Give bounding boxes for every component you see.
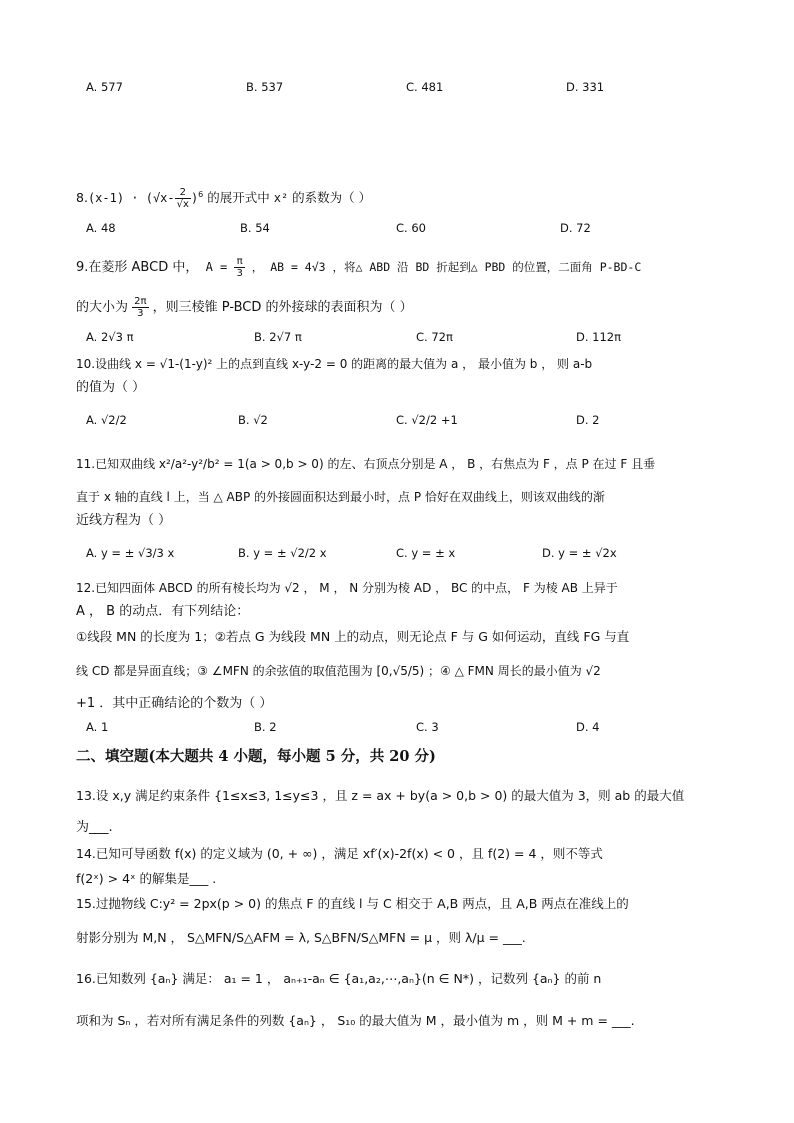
q8-power: 6 xyxy=(198,190,204,199)
q16-stem-line1: 16.已知数列 {aₙ} 满足： a₁ = 1 ， aₙ₊₁-aₙ ∈ {a₁,a₂,⋯,aₙ}(n ∈ N*) ，记数列 {aₙ} 的前 n xyxy=(76,971,602,986)
q11-stem-line3: 近线方程为（ ） xyxy=(76,513,172,528)
q8-number: 8. xyxy=(76,190,88,206)
q11-option-d: D. y = ± √2x xyxy=(542,546,617,560)
q10-option-a: A. √2/2 xyxy=(86,413,127,427)
q8-option-c: C. 60 xyxy=(396,221,426,235)
q10-option-d: D. 2 xyxy=(576,413,600,427)
q13-stem-line1: 13.设 x,y 满足约束条件 {1≤x≤3, 1≤y≤3 ，且 z = ax + by(a > 0,b > 0) 的最大值为 3，则 ab 的最大值 xyxy=(76,788,685,803)
q16-stem-line2: 项和为 Sₙ ，若对所有满足条件的列数 {aₙ} ， S₁₀ 的最大值为 M ，最小值为 m ，则 M + m = ___. xyxy=(76,1013,635,1028)
q9-stem-line2: 的大小为 $\frac{2\pi}{3}$ ，则三棱锥 P-BCD 的外接球的表面积为（ ） xyxy=(76,296,413,319)
q12-stem-line4: 线 CD 都是异面直线；③ ∠MFN 的余弦值的取值范围为 [0,√5/5) ；④ △ FMN 周长的最小值为 √2 xyxy=(76,664,601,678)
q9-option-a: A. 2√3 π xyxy=(86,330,134,344)
q8-options xyxy=(86,221,726,239)
q8-option-a: A. 48 xyxy=(86,221,116,235)
q10-stem-line2: 的值为（ ） xyxy=(76,380,146,395)
q7-options xyxy=(86,80,726,98)
q8-option-d: D. 72 xyxy=(560,221,591,235)
q7-option-d: D. 331 xyxy=(566,80,605,94)
q15-stem-line2: 射影分别为 M,N ， S△MFN/S△AFM = λ, S△BFN/S△MFN = μ ，则 λ/μ = ___. xyxy=(76,930,526,945)
q14-stem-line1: 14.已知可导函数 f(x) 的定义域为 (0, + ∞) ，满足 xf′(x)-2f(x) < 0 ，且 f(2) = 4 ，则不等式 xyxy=(76,846,603,861)
q11-option-a: A. y = ± √3/3 x xyxy=(86,546,175,560)
q8-fraction: $\frac{2}{√x}$ xyxy=(176,187,189,211)
q9-option-b: B. 2√7 π xyxy=(254,330,302,344)
q9-options xyxy=(86,330,726,348)
q12-stem-line1: 12.已知四面体 ABCD 的所有棱长均为 √2 ， M ， N 分别为棱 AD ， BC 的中点， F 为棱 AB 上异于 xyxy=(76,581,618,595)
q10-option-c: C. √2/2 +1 xyxy=(396,413,458,427)
q15-stem-line1: 15.过抛物线 C:y² = 2px(p > 0) 的焦点 F 的直线 l 与 C 相交于 A,B 两点，且 A,B 两点在准线上的 xyxy=(76,896,629,911)
q11-options xyxy=(86,546,726,564)
q9-stem-line1: 9.在菱形 ABCD 中， A = $\frac{\pi}{3}$ ， AB = 4√3 ，将△ ABD 沿 BD 折起到△ PBD 的位置，二面角 P-BD-C xyxy=(76,256,642,279)
q9-option-c: C. 72π xyxy=(416,330,453,344)
q12-stem-line2: A ， B 的动点．有下列结论： xyxy=(76,604,250,619)
q8-option-b: B. 54 xyxy=(240,221,270,235)
q12-option-c: C. 3 xyxy=(416,720,439,734)
q8-expr: (x-1) · (√x- xyxy=(87,191,175,206)
q9-option-d: D. 112π xyxy=(576,330,622,344)
q9-angle-fraction: $\frac{\pi}{3}$ xyxy=(236,256,243,279)
q9-dihedral-fraction: $\frac{2\pi}{3}$ xyxy=(134,296,147,319)
q12-option-a: A. 1 xyxy=(86,720,109,734)
q7-option-c: C. 481 xyxy=(406,80,444,94)
q12-option-d: D. 4 xyxy=(576,720,600,734)
q13-stem-line2: 为___. xyxy=(76,820,113,835)
q14-stem-line2: f(2ˣ) > 4ˣ 的解集是___ . xyxy=(76,871,217,886)
q11-stem-line1: 11.已知双曲线 x²/a²-y²/b² = 1(a > 0,b > 0) 的左、右顶点分别是 A ， B ，右焦点为 F ，点 P 在过 F 且垂 xyxy=(76,457,656,471)
q12-options xyxy=(86,720,726,738)
q11-stem-line2: 直于 x 轴的直线 l 上，当 △ ABP 的外接圆面积达到最小时，点 P 恰好在双曲线上，则该双曲线的渐 xyxy=(76,490,605,504)
q11-option-c: C. y = ± x xyxy=(396,546,456,560)
q12-stem-line5: +1 ．其中正确结论的个数为（ ） xyxy=(76,696,273,711)
q11-option-b: B. y = ± √2/2 x xyxy=(238,546,327,560)
q10-stem-line1: 10.设曲线 x = √1-(1-y)² 上的点到直线 x-y-2 = 0 的距离的最大值为 a ， 最小值为 b ， 则 a-b xyxy=(76,357,593,371)
q12-option-b: B. 2 xyxy=(254,720,277,734)
q12-stem-line3: ①线段 MN 的长度为 1；②若点 G 为线段 MN 上的动点，则无论点 F 与 G 如何运动，直线 FG 与直 xyxy=(76,629,630,644)
q10-option-b: B. √2 xyxy=(238,413,268,427)
q8-stem: 8.(x-1) · (√x- $\frac{2}{√x}$ )$^6$ 的展开式中 x² 的系数为（ ） xyxy=(76,187,372,211)
q10-options xyxy=(86,413,726,431)
q8-term: x² xyxy=(273,191,289,206)
q7-option-a: A. 577 xyxy=(86,80,123,94)
q7-option-b: B. 537 xyxy=(246,80,284,94)
section-heading-fill-in: 二、填空题(本大题共 4 小题，每小题 5 分，共 20 分) xyxy=(76,748,436,765)
